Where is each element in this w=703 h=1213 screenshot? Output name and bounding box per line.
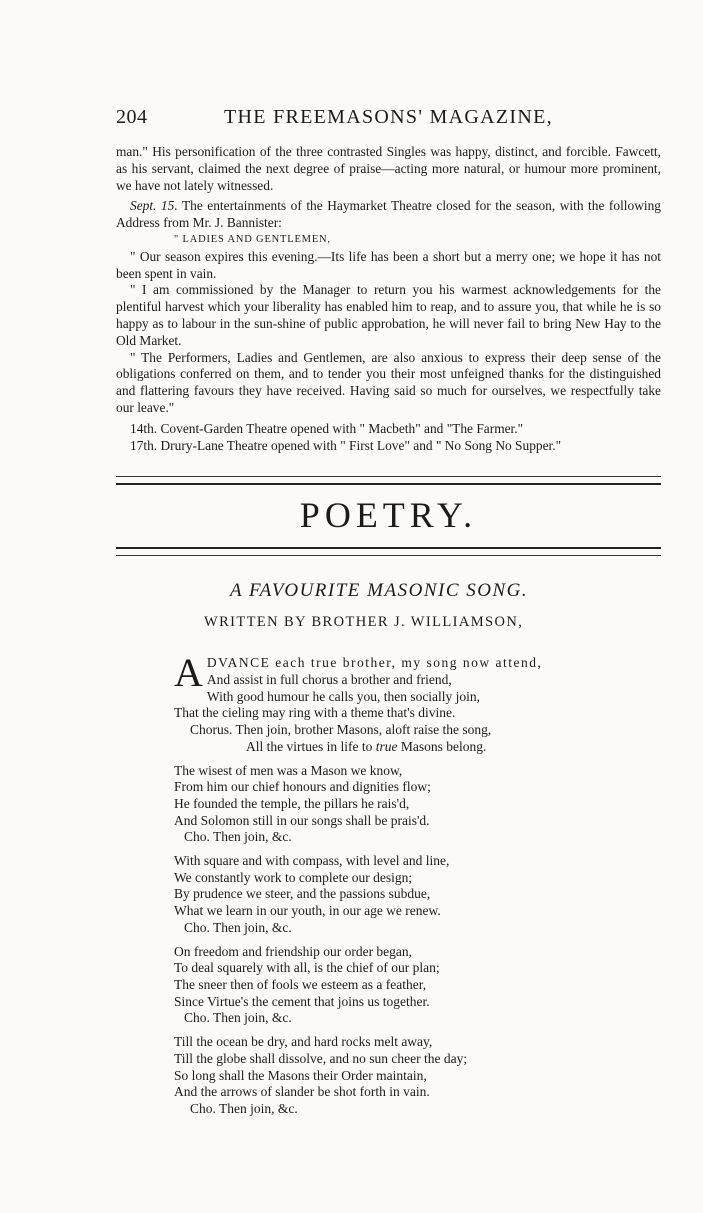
stanza-1 xyxy=(174,650,661,755)
paragraph-covent-garden: 14th. Covent-Garden Theatre opened with " Macbeth" and "The Farmer." xyxy=(130,420,524,436)
page-number: 204 xyxy=(116,106,148,128)
page-header xyxy=(116,100,661,130)
poem-line: We constantly work to complete our design; xyxy=(174,869,413,885)
poem-line: Till the ocean be dry, and hard rocks melt away, xyxy=(174,1034,433,1050)
song-title: A FAVOURITE MASONIC SONG. xyxy=(230,580,529,602)
chorus-text: All the virtues in life to xyxy=(246,738,376,754)
chorus-line: Chorus. Then join, brother Masons, aloft raise the song, xyxy=(190,722,492,738)
poem-line: And the arrows of slander be shot forth in vain. xyxy=(174,1084,430,1100)
stanza-4 xyxy=(174,944,661,1028)
paragraph-manager-thanks: " I am commissioned by the Manager to return you his warmest acknowledgements for the plentiful harvest which your liberality has enabled him to reap, and to assure you, that while he is so happy as to labour in the sun-shine of public approbation, he will never fail to bring New Hay to the Old Market. xyxy=(116,282,661,348)
paragraph-singles: man." His personification of the three contrasted Singles was happy, distinct, and forcible. Fawcett, as his servant, claimed the next degree of praise—acting more natural, or humour more prominent, we have not lately witnessed. xyxy=(116,144,661,193)
stanza-2 xyxy=(174,763,661,847)
chorus-line: Cho. Then join, &c. xyxy=(190,1100,298,1116)
poem-line: Since Virtue's the cement that joins us together. xyxy=(174,993,430,1009)
chorus-line: Cho. Then join, &c. xyxy=(184,919,292,935)
poem-line: What we learn in our youth, in our age we renew. xyxy=(174,903,441,919)
song-author: WRITTEN BY BROTHER J. WILLIAMSON, xyxy=(204,614,524,631)
date-sept-15: Sept. 15. xyxy=(130,198,178,214)
double-rule-bottom xyxy=(116,547,661,556)
chorus-line: Cho. Then join, &c. xyxy=(184,1010,292,1026)
poem xyxy=(116,650,661,1117)
poem-line: From him our chief honours and dignities flow; xyxy=(174,779,431,795)
address-salutation: " LADIES AND GENTLEMEN, xyxy=(174,233,331,245)
stanza-5 xyxy=(174,1034,661,1118)
poem-line: Till the globe shall dissolve, and no sun cheer the day; xyxy=(174,1050,468,1066)
theatre-notes xyxy=(116,144,661,454)
poem-line: On freedom and friendship our order began, xyxy=(174,943,413,959)
poem-line: He founded the temple, the pillars he rais'd, xyxy=(174,795,410,811)
paragraph-season-expires: " Our season expires this evening.—Its life has been a short but a merry one; we hope it has not been spent in vain. xyxy=(116,248,661,281)
chorus-line xyxy=(174,739,661,756)
chorus-line: Cho. Then join, &c. xyxy=(184,829,292,845)
poem-line: And Solomon still in our songs shall be prais'd. xyxy=(174,812,430,828)
poem-line: And assist in full chorus a brother and friend, xyxy=(206,672,452,688)
poem-line: To deal squarely with all, is the chief of our plan; xyxy=(174,960,440,976)
poem-line: DVANCE each true brother, my song now attend, xyxy=(206,655,543,671)
poem-line: With square and with compass, with level and line, xyxy=(174,853,450,869)
poem-line: With good humour he calls you, then socially join, xyxy=(206,688,481,704)
poem-line: By prudence we steer, and the passions subdue, xyxy=(174,886,431,902)
poem-line: The wisest of men was a Mason we know, xyxy=(174,762,403,778)
paragraph-drury-lane: 17th. Drury-Lane Theatre opened with " First Love" and " No Song No Supper." xyxy=(130,437,562,453)
double-rule-top xyxy=(116,476,661,485)
poem-line: The sneer then of fools we esteem as a feather, xyxy=(174,977,427,992)
drop-cap: A xyxy=(174,650,203,696)
stanza-3 xyxy=(174,853,661,937)
magazine-page xyxy=(116,100,661,1125)
paragraph-haymarket xyxy=(116,198,661,232)
chorus-emphasis: true xyxy=(375,738,398,754)
poem-line: That the cieling may ring with a theme that's divine. xyxy=(174,705,456,721)
paragraph-performers-thanks: " The Performers, Ladies and Gentlemen, are also anxious to express their deep sense of the obligations conferred on them, and to tender you their most unfeigned thanks for the distinguished and flattering favours they have received. Having said so much for ourselves, we respectfully take our leave." xyxy=(116,349,661,415)
chorus-text: Masons belong. xyxy=(397,738,487,754)
running-title: THE FREEMASONS' MAGAZINE, xyxy=(224,106,553,128)
section-title: POETRY. xyxy=(299,495,478,536)
paragraph-haymarket-text: The entertainments of the Haymarket Theatre closed for the season, with the following Address from Mr. J. Bannister: xyxy=(116,198,661,231)
poem-line: So long shall the Masons their Order maintain, xyxy=(174,1067,427,1083)
